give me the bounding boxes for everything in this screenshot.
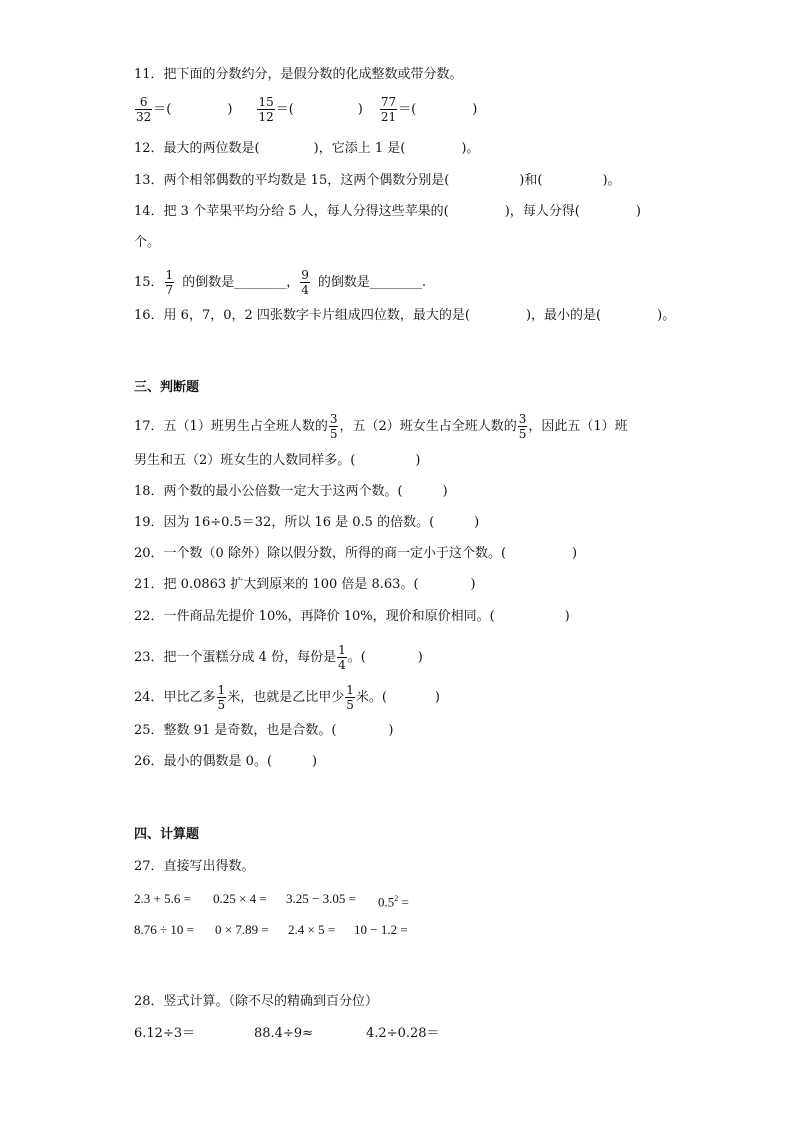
fraction: $\frac{1}{7}$: [165, 268, 174, 297]
question-15: 15． $\frac{1}{7}$ 的倒数是________， $\frac{9}{4}$ 的倒数是________.: [134, 268, 426, 297]
calc-item: 2.3 + 5.6 =: [134, 891, 191, 906]
question-11-text: 11．把下面的分数约分，是假分数的化成整数或带分数。: [134, 67, 463, 82]
fraction: $\frac{15}{12}$: [258, 95, 274, 124]
question-24: 24．甲比乙多 $\frac{1}{5}$ 米，也就是乙比甲少 $\frac{1}{5}$ 米。( ): [134, 683, 440, 712]
question-11-fractions: $\frac{6}{32}$ ＝( ) $\frac{15}{12}$ ＝( ) $\frac{77}{21}$ ＝( ): [136, 95, 478, 124]
question-25: 25．整数 91 是奇数，也是合数。( ): [134, 723, 394, 738]
question-17: 17．五（1）班男生占全班人数的 $\frac{3}{5}$ ，五（2）班女生占全班人数的 $\frac{3}{5}$ ，因此五（1）班: [134, 412, 628, 441]
question-28: 28．竖式计算。（除不尽的精确到百分位）: [134, 994, 379, 1009]
question-11: [134, 66, 463, 84]
question-14-cont: 个。: [134, 235, 161, 250]
question-20: 20．一个数（0 除外）除以假分数，所得的商一定小于这个数。( ): [134, 546, 578, 561]
question-27: 27．直接写出得数。: [134, 859, 255, 874]
fraction: $\frac{9}{4}$: [301, 268, 309, 297]
calc-item: 0 × 7.89 =: [215, 922, 269, 937]
question-26: 26．最小的偶数是 0。( ): [134, 754, 318, 769]
fraction: $\frac{1}{4}$: [338, 643, 346, 672]
question-12: 12．最大的两位数是( )，它添上 1 是( )。: [134, 141, 480, 156]
question-14: 14．把 3 个苹果平均分给 5 人，每人分得这些苹果的( )，每人分得( ): [134, 204, 641, 219]
question-19: 19．因为 16÷0.5＝32，所以 16 是 0.5 的倍数。( ): [134, 515, 480, 530]
calc-item: $0.5^2$ =: [378, 894, 409, 910]
question-13: 13．两个相邻偶数的平均数是 15，这两个偶数分别是( )和( )。: [134, 173, 621, 188]
fraction: $\frac{3}{5}$: [329, 412, 338, 441]
section-heading-judgment: 三、判断题: [134, 380, 200, 395]
question-18: 18．两个数的最小公倍数一定大于这两个数。( ): [134, 484, 448, 499]
calc-item: 0.25 × 4 =: [213, 891, 267, 906]
question-21: 21．把 0.0863 扩大到原来的 100 倍是 8.63。( ): [134, 577, 476, 592]
question-17-cont: 男生和五（2）班女生的人数同样多。( ): [134, 453, 421, 468]
fraction: $\frac{3}{5}$: [518, 412, 527, 441]
fraction: $\frac{6}{32}$: [136, 95, 152, 124]
calc-item: 88.4÷9≈: [254, 1026, 314, 1041]
calc-item: 6.12÷3＝: [134, 1026, 196, 1041]
calc-item: 4.2÷0.28＝: [366, 1026, 440, 1041]
fraction: $\frac{77}{21}$: [380, 95, 397, 124]
question-22: 22．一件商品先提价 10%，再降价 10%，现价和原价相同。( ): [134, 609, 570, 624]
fraction: $\frac{1}{5}$: [346, 683, 354, 712]
question-23: 23．把一个蛋糕分成 4 份，每份是 $\frac{1}{4}$ 。( ): [134, 643, 423, 672]
section-heading-calculation: 四、计算题: [134, 827, 200, 842]
calc-item: 3.25 − 3.05 =: [286, 891, 356, 906]
question-16: 16．用 6，7，0，2 四张数字卡片组成四位数，最大的是( )，最小的是( )。: [134, 308, 676, 323]
calc-item: 2.4 × 5 =: [288, 922, 336, 937]
calc-item: 10 − 1.2 =: [354, 922, 408, 937]
fraction: $\frac{1}{5}$: [217, 683, 226, 712]
calc-item: 8.76 ÷ 10 =: [134, 922, 194, 937]
